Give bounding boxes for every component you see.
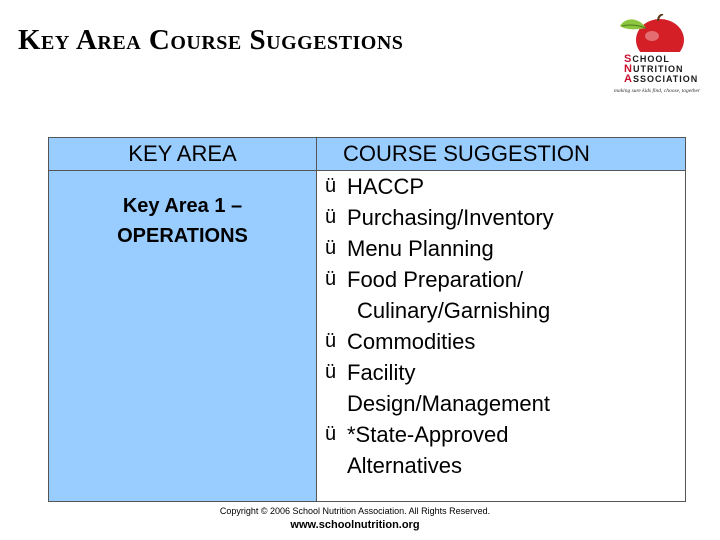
key-area-table [48, 137, 686, 502]
logo-tagline: making sure kids find, choose, together [614, 88, 701, 94]
checkmark-icon: ü [325, 423, 337, 445]
list-item [325, 326, 685, 357]
course-name: *State-Approved [347, 422, 509, 447]
slide-title: Key Area Course Suggestions [18, 24, 404, 56]
copyright-text: Copyright © 2006 School Nutrition Association. All Rights Reserved. [219, 506, 491, 516]
list-item [325, 233, 685, 264]
course-name: Commodities [347, 329, 476, 354]
course-suggestion-cell [317, 171, 686, 502]
checkmark-icon: ü [325, 175, 337, 197]
checkmark-icon: ü [325, 330, 337, 352]
website-url: www.schoolnutrition.org [290, 519, 420, 531]
key-area-cell [49, 171, 317, 502]
logo-wordmark: SCHOOL NUTRITION ASSOCIATION [624, 53, 699, 85]
course-list [317, 171, 685, 481]
course-name: Purchasing/Inventory [347, 205, 554, 230]
course-name: Menu Planning [347, 236, 494, 261]
key-area-category: OPERATIONS [117, 225, 248, 247]
list-item [325, 357, 685, 419]
school-nutrition-association-logo [606, 14, 710, 96]
header-course-suggestion: COURSE SUGGESTION [317, 138, 686, 171]
checkmark-icon: ü [325, 206, 337, 228]
checkmark-icon: ü [325, 237, 337, 259]
course-name: Facility [347, 360, 416, 385]
header-key-area: KEY AREA [49, 138, 317, 171]
checkmark-icon: ü [325, 268, 337, 290]
list-item [325, 202, 685, 233]
list-item [325, 264, 685, 326]
key-area-name: Key Area 1 – [122, 195, 243, 217]
checkmark-icon: ü [325, 361, 337, 383]
course-name-continued: Design/Management [347, 391, 551, 416]
course-name: Food Preparation/ [347, 267, 524, 292]
table-header-row [49, 138, 686, 171]
list-item [325, 419, 685, 481]
list-item [325, 171, 685, 202]
table-row [49, 171, 686, 502]
course-name: HACCP [347, 174, 425, 199]
course-name-continued: Alternatives [347, 453, 462, 478]
course-name-continued: Culinary/Garnishing [357, 298, 551, 323]
